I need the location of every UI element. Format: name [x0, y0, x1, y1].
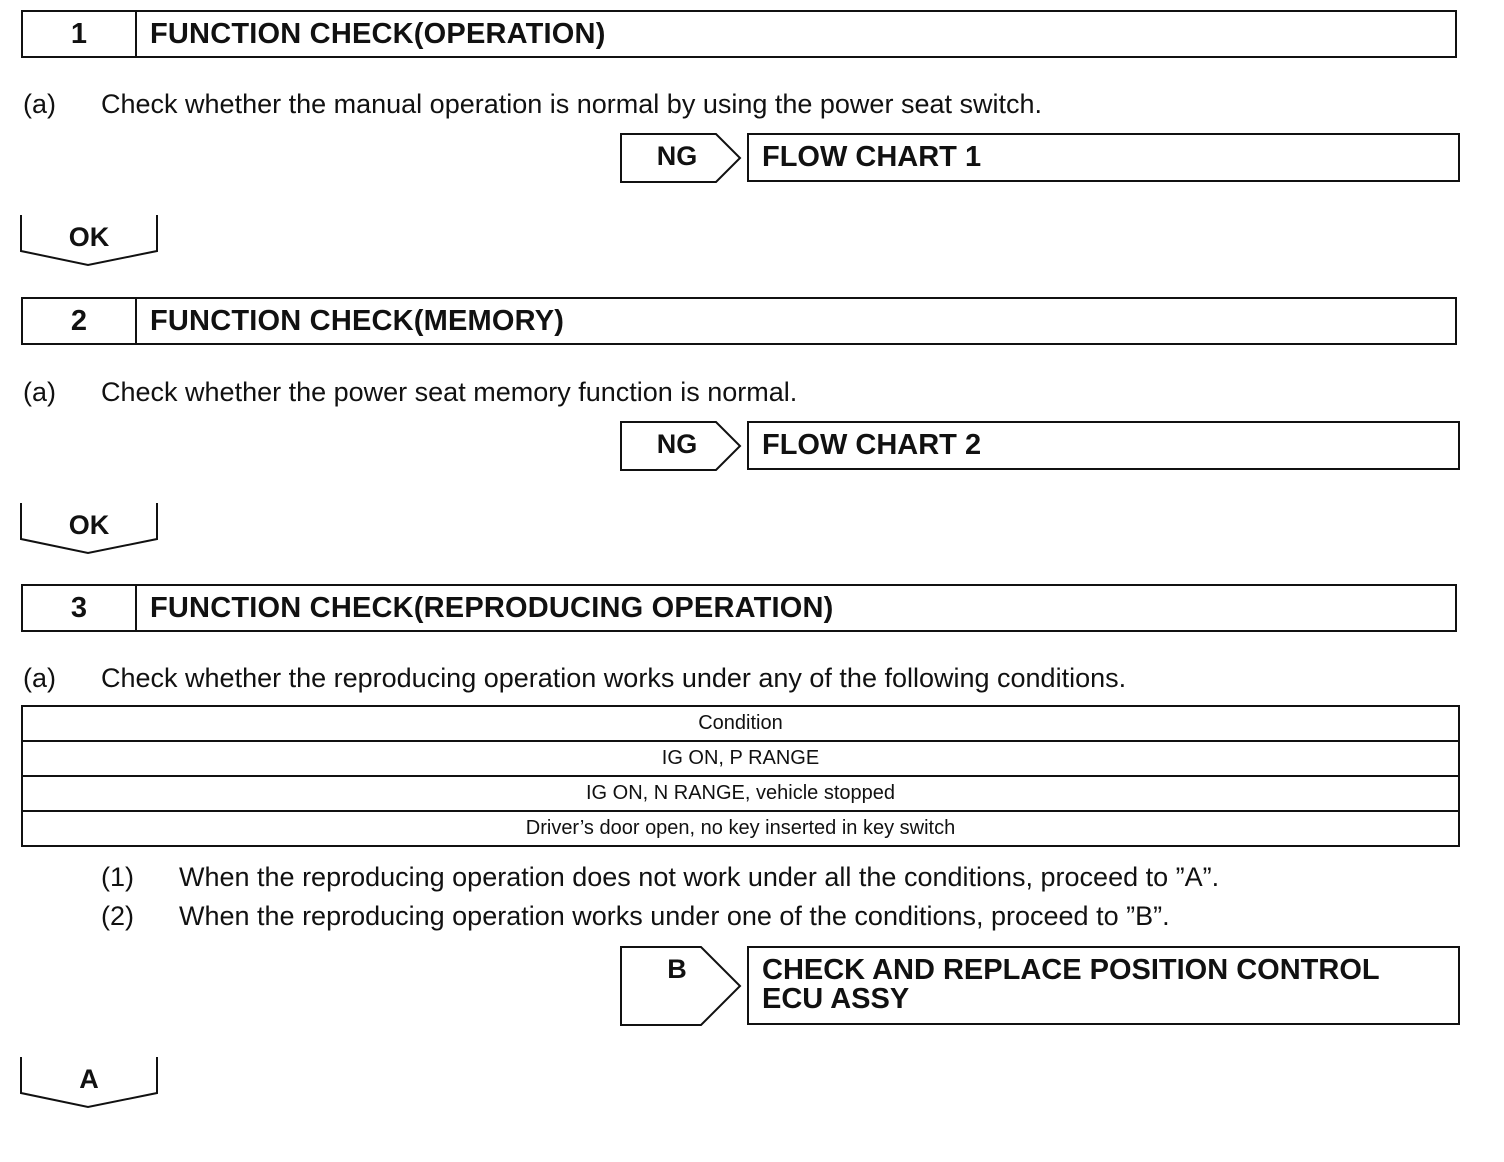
outcome-text-line2: ECU ASSY: [762, 983, 910, 1015]
table-header-condition: Condition: [22, 706, 1459, 741]
outcome-text: FLOW CHART 1: [762, 141, 982, 173]
sub-item-label: (2): [101, 901, 134, 931]
ng-label: NG: [656, 141, 698, 171]
b-label: B: [667, 954, 687, 984]
step-title: FUNCTION CHECK(REPRODUCING OPERATION): [150, 591, 834, 624]
table-row: [22, 776, 1459, 811]
instruction-label: (a): [23, 377, 56, 407]
step-1-ok-tab[interactable]: [20, 214, 158, 268]
sub-item-text: When the reproducing operation works under one of the conditions, proceed to ”B”.: [179, 901, 1170, 931]
instruction-text: Check whether the power seat memory function is normal.: [101, 377, 798, 407]
step-number: 1: [23, 12, 137, 56]
flow-chart-1-box[interactable]: [747, 133, 1460, 182]
ok-label: OK: [68, 222, 110, 252]
outcome-text-block: [762, 956, 1448, 1014]
sub-item-text: When the reproducing operation does not work under all the conditions, proceed to ”A”.: [179, 862, 1220, 892]
replace-ecu-box[interactable]: [747, 946, 1460, 1025]
table-row: [22, 811, 1459, 846]
step-3-a-tab[interactable]: [20, 1056, 158, 1110]
flow-chart-2-box[interactable]: [747, 421, 1460, 470]
outcome-text-line1: CHECK AND REPLACE POSITION CONTROL: [762, 954, 1380, 986]
condition-cell: IG ON, P RANGE: [22, 741, 1459, 776]
table-row: [22, 741, 1459, 776]
step-2-ok-tab[interactable]: [20, 502, 158, 556]
a-label: A: [79, 1064, 99, 1094]
ok-label: OK: [68, 510, 110, 540]
outcome-text: FLOW CHART 2: [762, 429, 982, 461]
step-number: 3: [23, 586, 137, 630]
instruction-label: (a): [23, 89, 56, 119]
instruction-text: Check whether the reproducing operation works under any of the following conditions.: [101, 663, 1127, 693]
table-header-row: [22, 706, 1459, 741]
instruction-label: (a): [23, 663, 56, 693]
step-title: FUNCTION CHECK(MEMORY): [150, 304, 565, 337]
step-number: 2: [23, 299, 137, 343]
step-title: FUNCTION CHECK(OPERATION): [150, 17, 606, 50]
step-2-header: [21, 297, 1457, 345]
condition-cell: IG ON, N RANGE, vehicle stopped: [22, 776, 1459, 811]
ng-label: NG: [656, 429, 698, 459]
step-1-header: [21, 10, 1457, 58]
sub-item-label: (1): [101, 862, 134, 892]
condition-table: [21, 705, 1460, 847]
step-3-header: [21, 584, 1457, 632]
instruction-text: Check whether the manual operation is normal by using the power seat switch.: [101, 89, 1042, 119]
condition-cell: Driver’s door open, no key inserted in key switch: [22, 811, 1459, 846]
